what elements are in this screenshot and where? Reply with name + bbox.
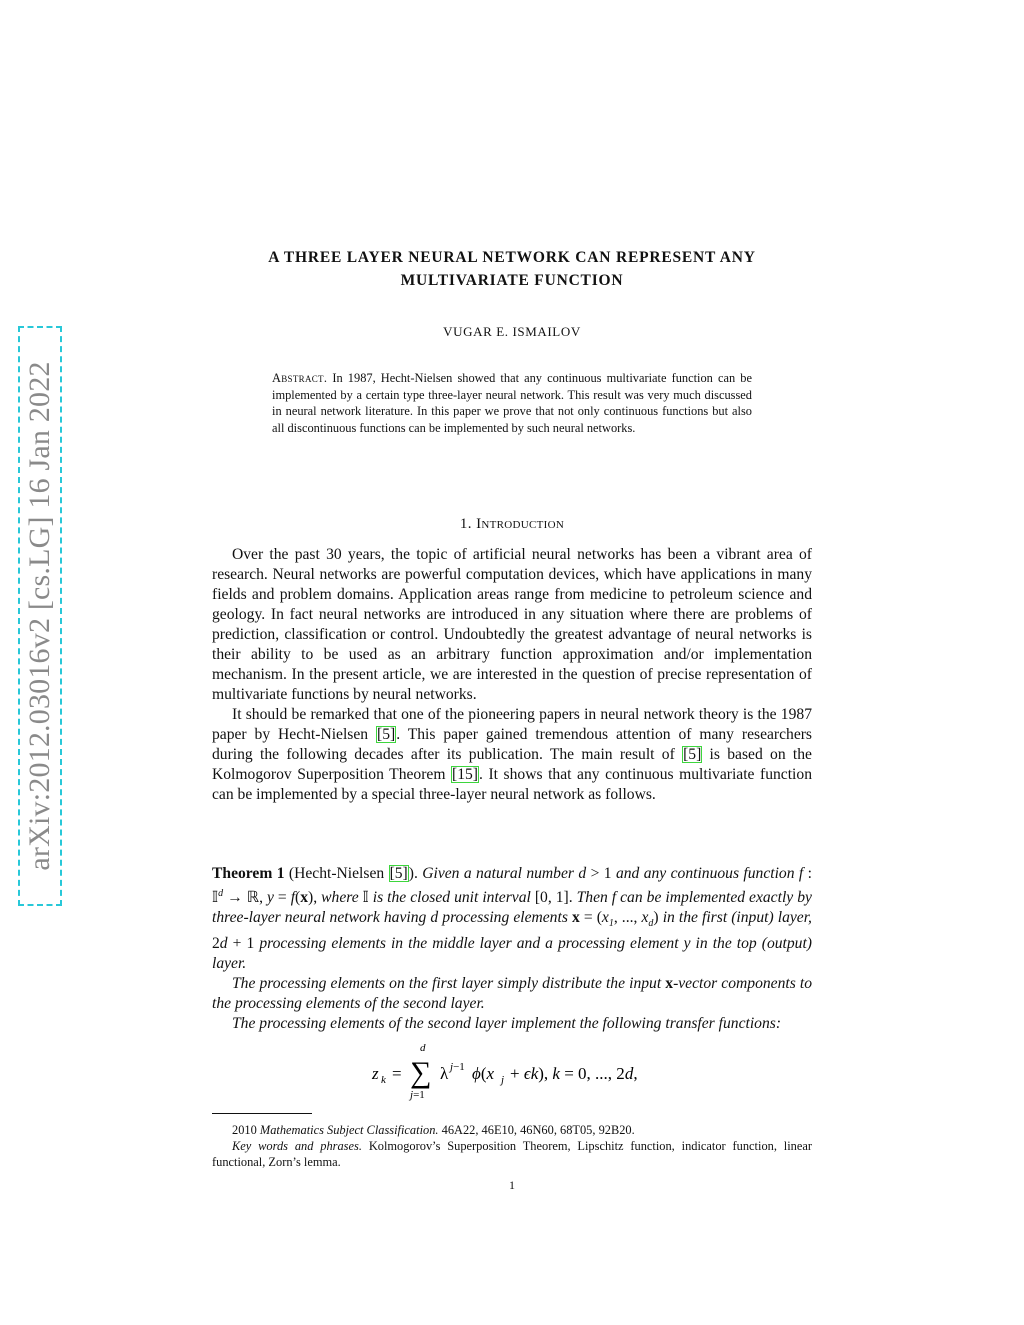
citation-link[interactable]: [5] [389, 865, 408, 882]
footnotes [212, 1122, 812, 1170]
theorem-text: can be implemented exactly by three-layer neural network having [212, 889, 812, 927]
intro-p2-text: . It shows that any continuous multivariate function can be implemented by a special three-layer neural network as follows. [212, 766, 812, 803]
svg-text:∑: ∑ [410, 1056, 432, 1089]
abstract-text: In 1987, Hecht-Nielsen showed that any continuous multivariate function can be implemented by a certain type three-layer neural network. This result was very much discussed in neural network literature. In this paper we prove that not only continuous functions but also all discontinuous functions can be implemented by such neural networks. [272, 371, 752, 435]
title-line-2: MULTIVARIATE FUNCTION [400, 272, 624, 289]
title-line-1: A THREE LAYER NEURAL NETWORK CAN REPRESENT ANY [268, 249, 756, 266]
section-heading [150, 516, 874, 533]
arxiv-id: arXiv:2012.03016v2 [cs.LG] 16 Jan 2022 [23, 361, 56, 871]
theorem-text: processing elements in the middle layer and a processing element [259, 935, 679, 953]
msc-year: 2010 [232, 1123, 257, 1137]
section-number: 1. [459, 516, 472, 532]
citation-link[interactable]: [5] [683, 746, 702, 763]
theorem-text: and any continuous function [615, 865, 795, 882]
intro-paragraph-2 [212, 705, 812, 805]
theorem-text: Given a natural number [422, 865, 574, 882]
svg-text:j−1: j−1 [450, 1061, 465, 1073]
theorem-label: Theorem 1 [212, 865, 285, 882]
page-number: 1 [509, 1178, 515, 1192]
svg-text:=: = [392, 1064, 402, 1083]
svg-text:d: d [420, 1042, 426, 1054]
svg-text:z: z [372, 1064, 379, 1083]
msc-codes: 46A22, 46E10, 46N60, 68T05, 92B20. [441, 1123, 635, 1137]
theorem-1 [212, 864, 812, 1034]
theorem-text: in the first (input) layer, [662, 909, 812, 927]
theorem-text: in the top (output) layer. [212, 935, 812, 973]
section-title: Introduction [476, 516, 565, 532]
theorem-text: processing elements [442, 909, 568, 927]
msc-label: Mathematics Subject Classification. [259, 1123, 439, 1137]
abstract [272, 370, 752, 436]
svg-text:λ: λ [440, 1064, 449, 1083]
keywords-footnote [212, 1138, 812, 1170]
svg-text:j=1: j=1 [410, 1089, 425, 1101]
footnote-rule [212, 1113, 312, 1114]
abstract-label: Abstract. [272, 371, 328, 385]
theorem-text: is the closed unit interval [372, 889, 531, 907]
svg-text:+ ϵk), k = 0, ..., 2d,: + ϵk), k = 0, ..., 2d, [510, 1064, 638, 1083]
theorem-text: The processing elements on the first layer simply distribute the input [232, 975, 662, 993]
theorem-statement: Theorem 1 (Hecht-Nielsen [5]). Given a natural number d > 1 and any continuous function f : 𝕀$^d$ → ℝ, y = f(x), where 𝕀 is the closed unit interval [0, 1]. Then f can be implemented exactly by three-layer neural network having d processing elements $x = (x_1$, ..., $x_d$) in the first (input) layer, 2d + 1 processing elements in the middle layer and a processing element y in the top (output) layer. [212, 865, 812, 973]
svg-text:j: j [501, 1074, 505, 1086]
author: VUGAR E. ISMAILOV [443, 324, 581, 339]
arxiv-stamp [18, 326, 62, 906]
introduction [212, 545, 812, 805]
keywords-label: Key words and phrases. [232, 1139, 362, 1153]
theorem-attribution: (Hecht-Nielsen [288, 865, 389, 882]
msc-footnote [212, 1122, 812, 1138]
theorem-text: where [321, 889, 359, 907]
theorem-attribution: ). [408, 865, 418, 882]
theorem-text: -vector components to the processing elements of the second layer. [212, 975, 812, 1013]
intro-paragraph-1: Over the past 30 years, the topic of artificial neural networks has been a vibrant area of research. Neural networks are powerful computation devices, which have applications in many fields and problem domains. Application areas range from medicine to petroleum science and geology. In fact neural networks are introduced in any situation where there are problems of prediction, classification or control. Undoubtedly the greatest advantage of neural networks is their ability to be used as an arbitrary function approximation and/or implementation mechanism. In the present article, we are interested in the question of precise representation of multivariate functions by neural networks. [212, 546, 812, 703]
svg-text:ϕ(x: ϕ(x [472, 1064, 495, 1083]
theorem-paragraph-3: The processing elements of the second layer implement the following transfer functions: [232, 1015, 782, 1033]
citation-link[interactable]: [5] [377, 726, 396, 743]
intro-p2-text: It should be remarked that one of the pioneering papers in neural network theory is the 1987 paper by Hecht-Nielsen [212, 706, 812, 743]
theorem-text: Then [576, 889, 608, 907]
svg-text:k: k [381, 1074, 386, 1086]
intro-p2-text: is based on the Kolmogorov Superposition Theorem [212, 746, 812, 783]
transfer-function-formula [360, 1042, 680, 1102]
intro-p2-text: . This paper gained tremendous attention of many researchers during the following decades after its publication. The main result of [212, 726, 813, 763]
theorem-paragraph-2: The processing elements on the first layer simply distribute the input x-vector components to the processing elements of the second layer. [212, 975, 812, 1013]
citation-link[interactable]: [15] [452, 766, 478, 783]
paper-title [150, 246, 874, 292]
keywords-text: Kolmogorov’s Superposition Theorem, Lipschitz function, indicator function, linear functional, Zorn’s lemma. [212, 1139, 813, 1169]
